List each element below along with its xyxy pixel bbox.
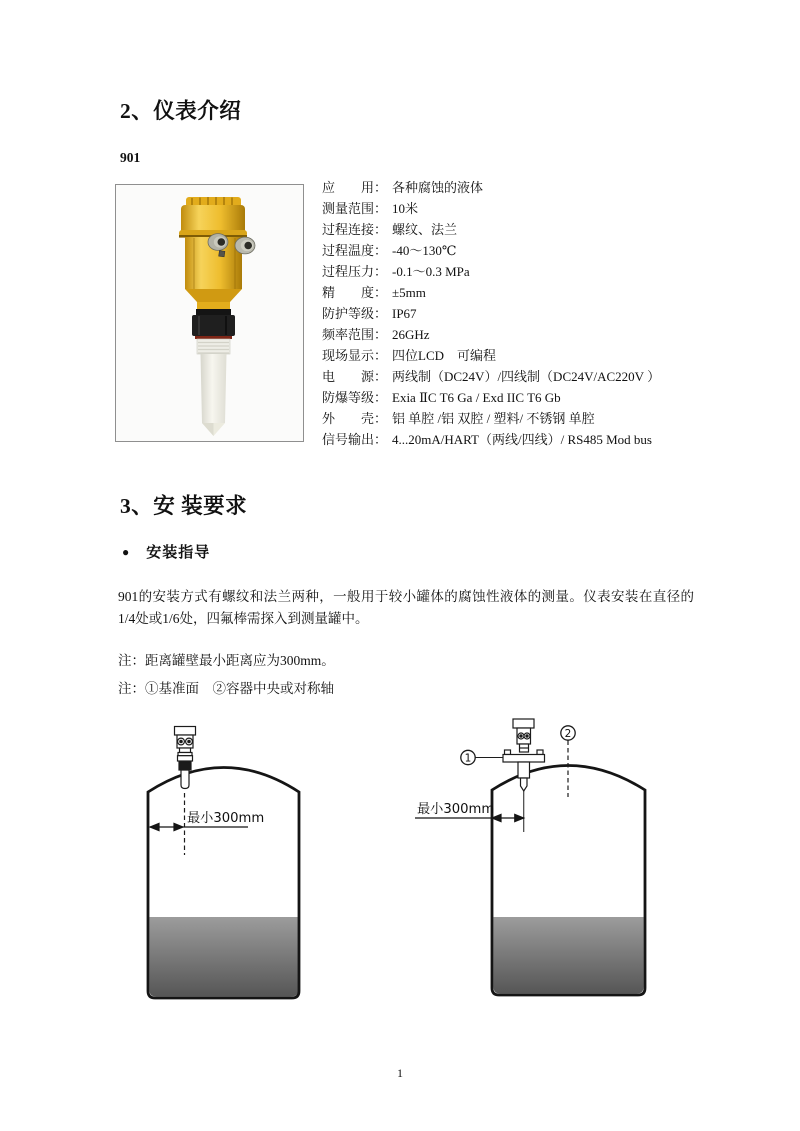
product-photo-frame	[115, 184, 304, 442]
spec-label: 频率范围：	[322, 327, 388, 342]
spec-label: 电 源：	[322, 369, 388, 384]
tank-diagram-threaded	[140, 715, 320, 1005]
min-distance-label: 最小300mm	[417, 802, 495, 817]
note-callouts: 注：①基准面 ②容器中央或对称轴	[118, 681, 334, 696]
spec-label: 外 壳：	[322, 411, 388, 426]
o-ring	[195, 336, 232, 339]
spec-label: 过程压力：	[322, 264, 388, 279]
sensor-pictogram	[175, 727, 196, 789]
spec-row	[322, 198, 782, 219]
cable-gland-icon	[235, 237, 255, 254]
tank-liquid	[150, 917, 299, 997]
sensor-lid	[179, 205, 247, 238]
spec-label: 现场显示：	[322, 348, 388, 363]
section3-title: 3、安 装要求	[120, 494, 248, 518]
sensor-black-collar	[192, 309, 235, 336]
spec-label: 精 度：	[322, 285, 388, 300]
spec-row	[322, 408, 782, 429]
spec-row	[322, 219, 782, 240]
spec-label: 防爆等级：	[322, 390, 388, 405]
spec-row	[322, 429, 782, 450]
callout-1-reference-plane	[461, 750, 503, 764]
spec-value: IP67	[392, 306, 417, 321]
spec-value: 铝 单腔 /铝 双腔 / 塑料/ 不锈钢 单腔	[392, 411, 595, 426]
spec-label: 测量范围：	[322, 201, 388, 216]
install-guide-heading	[122, 541, 210, 562]
spec-value: 四位LCD 可编程	[392, 348, 497, 363]
spec-label: 应 用：	[322, 180, 388, 195]
install-guide-label: 安装指导	[146, 545, 211, 561]
callout-2-center-axis	[561, 726, 575, 797]
spec-row	[322, 387, 782, 408]
section2-title: 2、仪表介绍	[120, 99, 242, 123]
spec-value: 两线制（DC24V）/四线制（DC24V/AC220V ）	[392, 369, 661, 384]
spec-row	[322, 177, 782, 198]
spec-label: 信号输出：	[322, 432, 388, 447]
spec-label: 过程温度：	[322, 243, 388, 258]
gland-vent	[219, 251, 225, 257]
spec-value: ±5mm	[392, 285, 426, 300]
spec-row	[322, 366, 782, 387]
tank-liquid	[494, 917, 644, 994]
spec-value: Exia ⅡC T6 Ga / Exd IIC T6 Gb	[392, 390, 561, 405]
spec-list	[322, 177, 782, 450]
spec-row	[322, 240, 782, 261]
spec-row	[322, 345, 782, 366]
tank-diagram-flanged	[405, 710, 665, 1005]
min-distance-label: 最小300mm	[187, 811, 265, 826]
install-paragraph: 901的安装方式有螺纹和法兰两种，一般用于较小罐体的腐蚀性液体的测量。仪表安装在直径的1/4处或1/6处，四氟棒需探入到测量罐中。	[118, 589, 694, 626]
spec-row	[322, 303, 782, 324]
cable-gland-icon	[208, 234, 228, 251]
spec-value: 4...20mA/HART（两线/四线）/ RS485 Mod bus	[392, 432, 652, 447]
bullet-icon: ●	[122, 545, 130, 559]
product-photo	[116, 185, 303, 441]
spec-row	[322, 261, 782, 282]
spec-value: 26GHz	[392, 327, 430, 342]
callout-2-number: 2	[564, 727, 572, 740]
page-number: 1	[397, 1066, 403, 1080]
callout-1-number: 1	[464, 752, 472, 765]
model-label: 901	[120, 150, 141, 165]
spec-row	[322, 282, 782, 303]
spec-value: -40～130℃	[392, 243, 457, 258]
spec-value: 各种腐蚀的液体	[392, 180, 484, 195]
spec-value: 螺纹、法兰	[392, 222, 458, 237]
spec-value: -0.1～0.3 MPa	[392, 264, 470, 279]
spec-label: 过程连接：	[322, 222, 388, 237]
spec-row	[322, 324, 782, 345]
spec-value: 10米	[392, 201, 419, 216]
note-min-distance: 注：距离罐壁最小距离应为300mm。	[118, 653, 335, 668]
spec-label: 防护等级：	[322, 306, 388, 321]
